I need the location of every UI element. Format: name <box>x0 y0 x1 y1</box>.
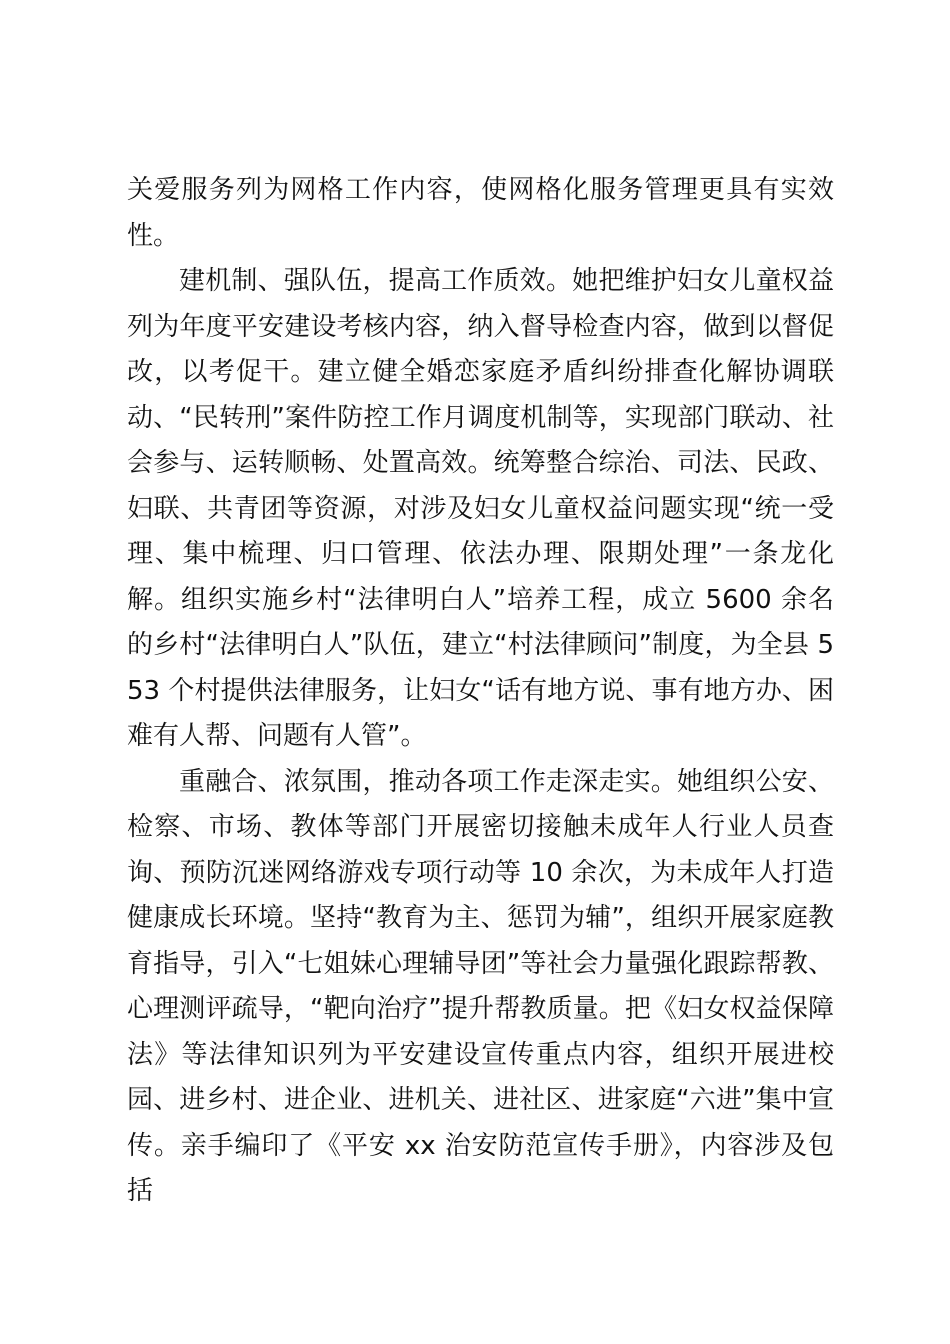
paragraph-3: 重融合、浓氛围，推动各项工作走深走实。她组织公安、检察、市场、教体等部门开展密切接触未成年人行业人员查询、预防沉迷网络游戏专项行动等 10 余次，为未成年人打造健康成长环境。坚持“教育为主、惩罚为辅”，组织开展家庭教育指导，引入“七姐妹心理辅导团”等社会力量强化跟踪帮教、心理测评疏导，“靶向治疗”提升帮教质量。把《妇女权益保障法》等法律知识列为平安建设宣传重点内容，组织开展进校园、进乡村、进企业、进机关、进社区、进家庭“六进”集中宣传。亲手编印了《平安 xx 治安防范宣传手册》，内容涉及包括 <box>127 766 834 1206</box>
paragraph-1: 关爱服务列为网格工作内容，使网格化服务管理更具有实效性。 <box>127 175 834 251</box>
document-body <box>127 168 834 1215</box>
paragraph-2: 建机制、强队伍，提高工作质效。她把维护妇女儿童权益列为年度平安建设考核内容，纳入督导检查内容，做到以督促改，以考促干。建立健全婚恋家庭矛盾纠纷排查化解协调联动、“民转刑”案件防控工作月调度机制等，实现部门联动、社会参与、运转顺畅、处置高效。统筹整合综治、司法、民政、妇联、共青团等资源，对涉及妇女儿童权益问题实现“统一受理、集中梳理、归口管理、依法办理、限期处理”一条龙化解。组织实施乡村“法律明白人”培养工程，成立 5600 余名的乡村“法律明白人”队伍，建立“村法律顾问”制度，为全县 553 个村提供法律服务，让妇女“话有地方说、事有地方办、困难有人帮、问题有人管”。 <box>127 266 834 751</box>
